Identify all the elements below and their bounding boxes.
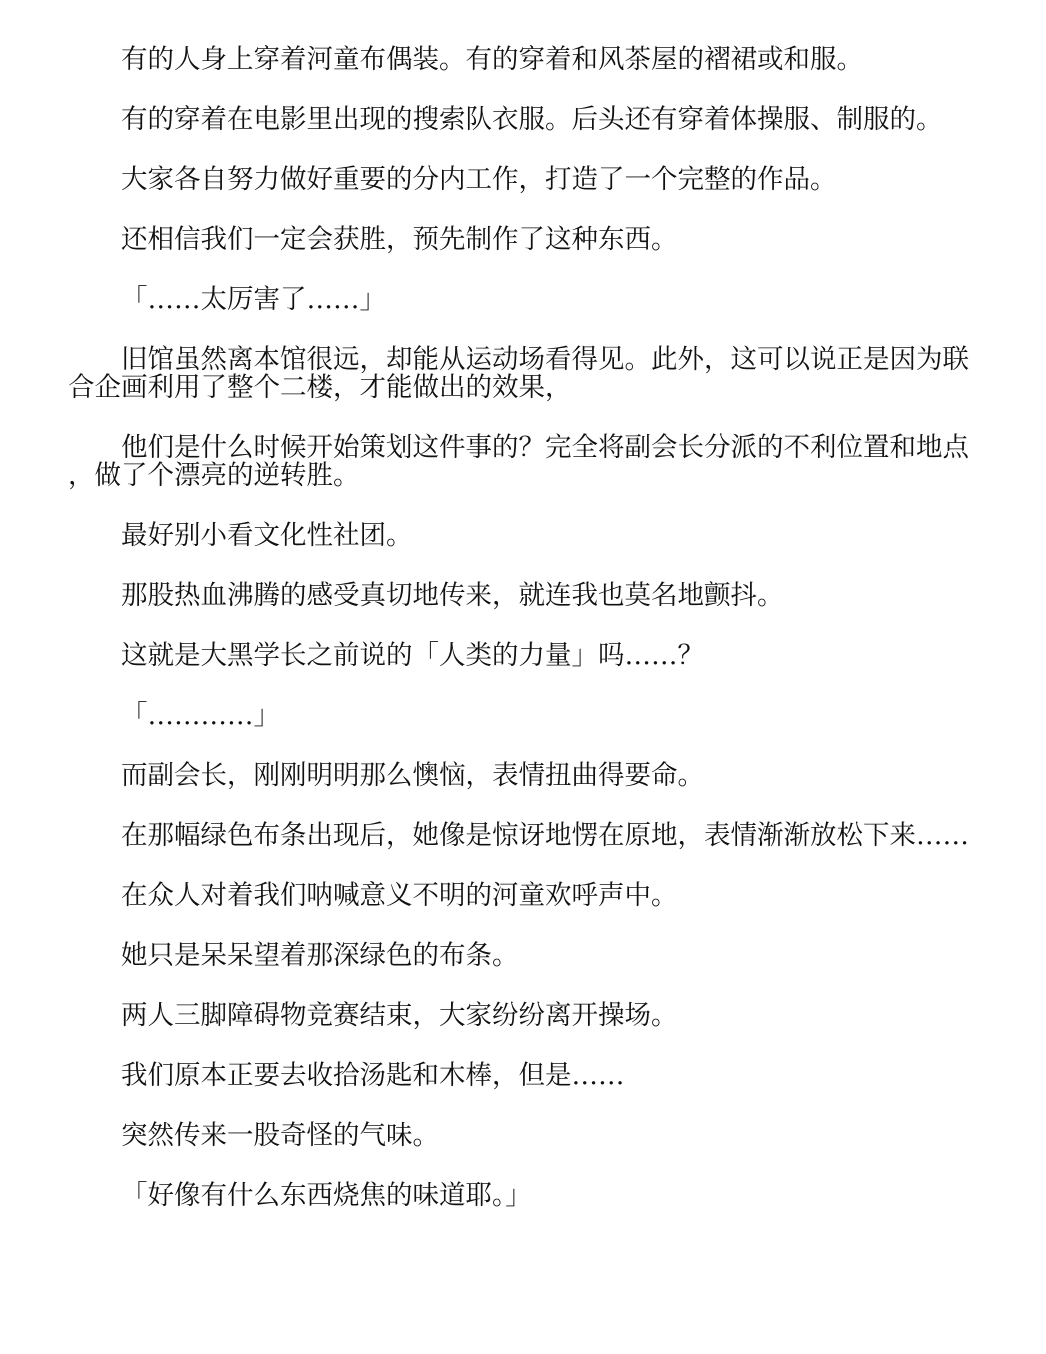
paragraph: 她只是呆呆望着那深绿色的布条。 (121, 940, 519, 971)
paragraph: 两人三脚障碍物竞赛结束，大家纷纷离开操场。 (121, 1000, 678, 1031)
paragraph: 旧馆虽然离本馆很远，却能从运动场看得见。此外，这可以说正是因为联合企画利用了整个二楼，才能做出的效果， (68, 344, 969, 403)
paragraph: 他们是什么时候开始策划这件事的？完全将副会长分派的不利位置和地点，做了个漂亮的逆转胜。 (68, 432, 969, 491)
paragraph: 这就是大黑学长之前说的「人类的力量」吗……？ (121, 640, 704, 671)
paragraph: 我们原本正要去收拾汤匙和木棒，但是…… (121, 1060, 625, 1091)
dialogue-line: 「…………」 (121, 700, 280, 731)
paragraph: 最好别小看文化性社团。 (121, 520, 413, 551)
paragraph: 突然传来一股奇怪的气味。 (121, 1120, 439, 1151)
dialogue-line: 「好像有什么东西烧焦的味道耶。」 (121, 1180, 532, 1211)
paragraph: 有的人身上穿着河童布偶装。有的穿着和风茶屋的褶裙或和服。 (121, 44, 863, 75)
paragraph: 那股热血沸腾的感受真切地传来，就连我也莫名地颤抖。 (121, 580, 784, 611)
paragraph: 在那幅绿色布条出现后，她像是惊讶地愣在原地，表情渐渐放松下来…… (121, 820, 969, 851)
paragraph: 在众人对着我们呐喊意义不明的河童欢呼声中。 (121, 880, 678, 911)
paragraph: 还相信我们一定会获胜，预先制作了这种东西。 (121, 224, 678, 255)
dialogue-line: 「……太厉害了……」 (121, 284, 386, 315)
paragraph: 大家各自努力做好重要的分内工作，打造了一个完整的作品。 (121, 164, 837, 195)
paragraph: 而副会长，刚刚明明那么懊恼，表情扭曲得要命。 (121, 760, 704, 791)
body-text (68, 46, 978, 1242)
paragraph: 有的穿着在电影里出现的搜索队衣服。后头还有穿着体操服、制服的。 (121, 104, 943, 135)
